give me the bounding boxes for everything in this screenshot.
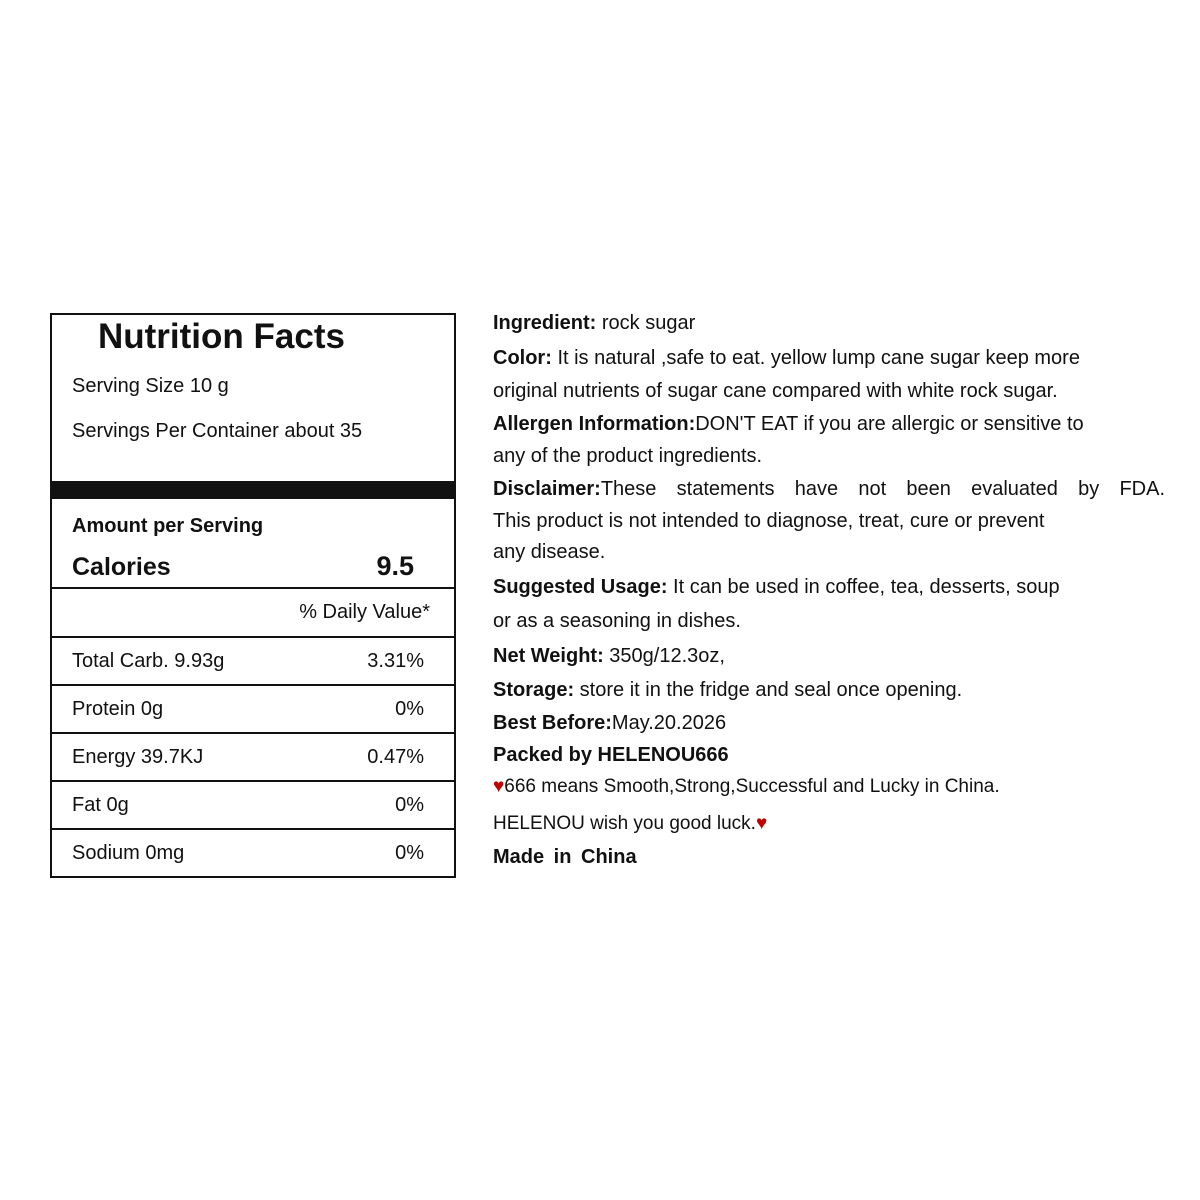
wish-line [493, 813, 767, 835]
best-before-text: May.20.2026 [611, 712, 727, 734]
divider [52, 587, 454, 589]
servings-per-container: Servings Per Container about 35 [72, 420, 363, 442]
net-weight-line [493, 645, 725, 668]
nutrient-row [52, 829, 454, 877]
usage-line-2: or as a seasoning in dishes. [493, 610, 741, 632]
nutrient-row [52, 733, 454, 781]
nutrient-value: 0% [395, 842, 424, 864]
serving-size: Serving Size 10 g [72, 375, 229, 397]
color-line-2: original nutrients of sugar cane compared with white rock sugar. [493, 380, 1058, 402]
color-line [493, 347, 1080, 370]
disclaimer-line-3: any disease. [493, 541, 606, 563]
made-in: Made in China [493, 846, 637, 868]
disclaimer-line-2: This product is not intended to diagnose, treat, cure or prevent [493, 510, 1045, 532]
nutrient-value: 3.31% [367, 650, 424, 672]
allergen-line-2: any of the product ingredients. [493, 445, 763, 467]
disclaimer-line [493, 478, 1165, 501]
disclaimer-text: These statements have not been evaluated by FDA. [600, 478, 1165, 500]
nutrient-row [52, 685, 454, 733]
ingredient-label: Ingredient: [493, 312, 597, 334]
nutrition-title: Nutrition Facts [98, 317, 345, 356]
nutrient-value: 0.47% [367, 746, 424, 768]
nutrient-value: 0% [395, 794, 424, 816]
net-weight-text: 350g/12.3oz, [603, 645, 725, 667]
amount-per-serving: Amount per Serving [72, 515, 264, 537]
nutrient-name: Sodium 0mg [72, 842, 185, 864]
daily-value-header: % Daily Value* [299, 601, 430, 623]
meaning-text: 666 means Smooth,Strong,Successful and Lucky in China. [504, 776, 1000, 797]
disclaimer-label: Disclaimer: [493, 478, 601, 500]
nutrient-name: Total Carb. 9.93g [72, 650, 225, 672]
nutrient-value: 0% [395, 698, 424, 720]
calories-value: 9.5 [376, 551, 414, 581]
heart-icon: ♥ [755, 813, 768, 834]
usage-line [493, 576, 1060, 599]
heart-icon: ♥ [493, 776, 505, 797]
nutrient-name: Protein 0g [72, 698, 164, 720]
nutrient-row [52, 637, 454, 685]
nutrient-row [52, 781, 454, 829]
color-label: Color: [493, 347, 552, 369]
usage-label: Suggested Usage: [493, 576, 668, 598]
storage-label: Storage: [493, 679, 575, 701]
calories-label: Calories [72, 553, 171, 581]
storage-line [493, 679, 962, 702]
nutrition-facts-panel [50, 313, 456, 878]
ingredient-line [493, 312, 695, 335]
best-before-label: Best Before: [493, 712, 612, 734]
color-text: It is natural ,safe to eat. yellow lump cane sugar keep more [551, 347, 1080, 369]
meaning-line [493, 776, 1000, 798]
usage-text: It can be used in coffee, tea, desserts, soup [667, 576, 1060, 598]
net-weight-label: Net Weight: [493, 645, 604, 667]
packed-by: Packed by HELENOU666 [493, 744, 729, 766]
allergen-line [493, 413, 1084, 436]
nutrient-name: Fat 0g [72, 794, 129, 816]
storage-text: store it in the fridge and seal once opening. [574, 679, 963, 701]
allergen-label: Allergen Information: [493, 413, 696, 435]
ingredient-text: rock sugar [596, 312, 696, 334]
best-before-line [493, 712, 726, 735]
nutrient-name: Energy 39.7KJ [72, 746, 204, 768]
thick-divider [52, 481, 454, 499]
wish-text: HELENOU wish you good luck. [493, 813, 756, 834]
allergen-text: DON'T EAT if you are allergic or sensitive to [695, 413, 1084, 435]
